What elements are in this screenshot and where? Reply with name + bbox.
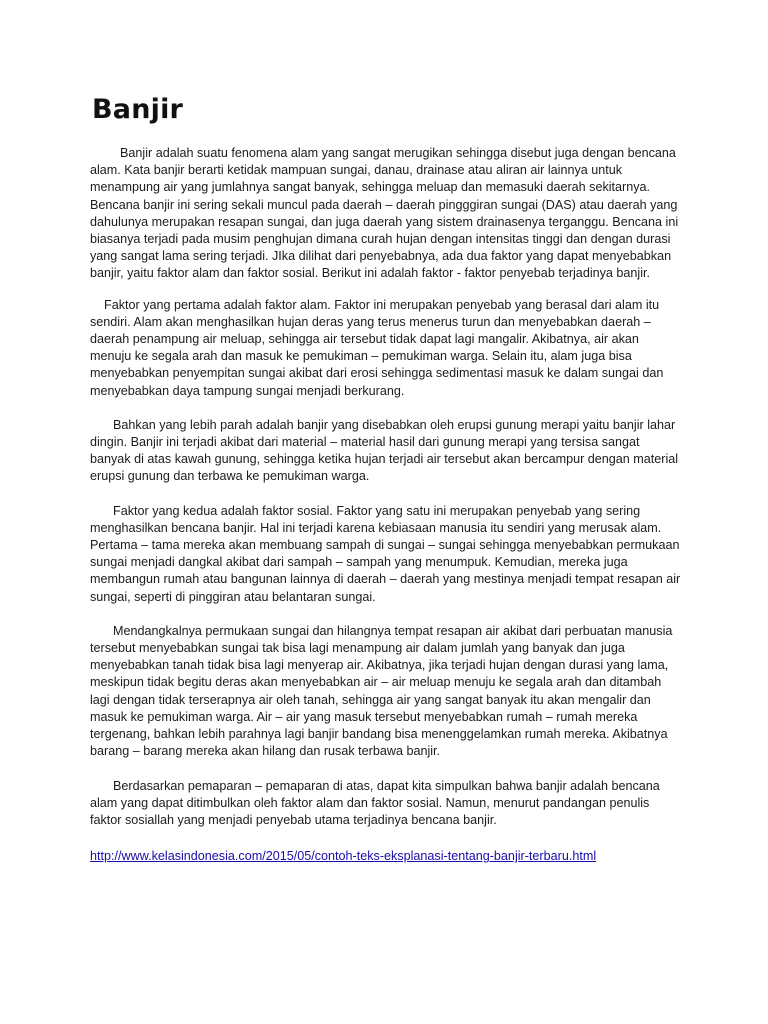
document-title: Banjir xyxy=(92,94,184,125)
paragraph-lahar-flood: Bahkan yang lebih parah adalah banjir yang disebabkan oleh erupsi gunung merapi yaitu banjir lahar dingin. Banjir ini terjadi akibat dari material – material hasil dari gunung merapi yang tersisa sangat banyak di atas kawah gunung, sehingga ketika hujan terjadi air tersebut akan bercampur dengan material erupsi gunung dan terbawa ke pemukiman warga. xyxy=(90,417,679,484)
paragraph-consequences: Mendangkalnya permukaan sungai dan hilangnya tempat resapan air akibat dari perbuatan manusia tersebut menyebabkan sungai tak bisa lagi menampung air dalam jumlah yang banyak dan juga menyebabkan tanah tidak bisa lagi menyerap air. Akibatnya, jika terjadi hujan dengan durasi yang lama, meskipun tidak begitu deras akan menyebabkan air – air meluap menuju ke segala arah dan ditambah lagi dengan tidak terserapnya air oleh tanah, sehingga air yang sangat banyak itu akan mengalir dan masuk ke pemukiman warga. Air – air yang masuk tersebut menyebabkan rumah – rumah mereka tergenang, bahkan lebih parahnya lagi banjir bandang bisa menenggelamkan rumah mereka. Akibatnya barang – barang mereka akan hilang dan rusak terbawa banjir. xyxy=(90,623,673,759)
source-link[interactable]: http://www.kelasindonesia.com/2015/05/contoh-teks-eksplanasi-tentang-banjir-terbaru.html xyxy=(90,849,597,864)
paragraph-intro: Banjir adalah suatu fenomena alam yang sangat merugikan sehingga disebut juga dengan bencana alam. Kata banjir berarti ketidak mampuan sungai, danau, drainase atau aliran air lainnya untuk menampung air yang jumlahnya sangat banyak, sehingga meluap dan memasuki daerah sekitarnya. Bencana banjir ini sering sekali muncul pada daerah – daerah pingggiran sungai (DAS) atau daerah yang dahulunya merupakan resapan sungai, dan juga daerah yang sistem drainasenya terganggu. Bencana ini biasanya terjadi pada musim penghujan dimana curah hujan dengan intensitas tinggi dan dengan durasi yang sangat lama sering terjadi. JIka dilihat dari penyebabnya, ada dua faktor yang dapat menyebabkan banjir, yaitu faktor alam dan faktor sosial. Berikut ini adalah faktor - faktor penyebab terjadinya banjir. xyxy=(90,146,679,281)
paragraph-conclusion: Berdasarkan pemaparan – pemaparan di atas, dapat kita simpulkan bahwa banjir adalah bencana alam yang dapat ditimbulkan oleh faktor alam dan faktor sosial. Namun, menurut pandangan penulis faktor sosiallah yang menjadi penyebab utama terjadinya bencana banjir. xyxy=(90,778,660,827)
paragraph-social-factor: Faktor yang kedua adalah faktor sosial. Faktor yang satu ini merupakan penyebab yang sering menghasilkan bencana banjir. Hal ini terjadi karena kebiasaan manusia itu sendiri yang merusak alam. Pertama – tama mereka akan membuang sampah di sungai – sungai sehingga menyebabkan permukaan sungai menjadi dangkal akibat dari sampah – sampah yang menumpuk. Kemudian, mereka juga membangun rumah atau bangunan lainnya di daerah – daerah yang mestinya menjadi tempat resapan air sungai, seperti di pinggiran atau belantaran sungai. xyxy=(90,503,681,604)
paragraph-natural-factor: Faktor yang pertama adalah faktor alam. Faktor ini merupakan penyebab yang berasal dari alam itu sendiri. Alam akan menghasilkan hujan deras yang terus menerus turun dan menyebabkan daerah – daerah penampung air meluap, sehingga air tersebut tidak dapat lagi mangalir. Akibatnya, air akan menuju ke segala arah dan masuk ke pemukiman – pemukiman warga. Selain itu, alam juga bisa menyebabkan penyempitan sungai akibat dari erosi sehingga sedimentasi masuk ke dalam sungai dan menyebabkan daya tampung sungai menjadi berkurang. xyxy=(90,297,664,398)
document-body xyxy=(90,145,682,865)
